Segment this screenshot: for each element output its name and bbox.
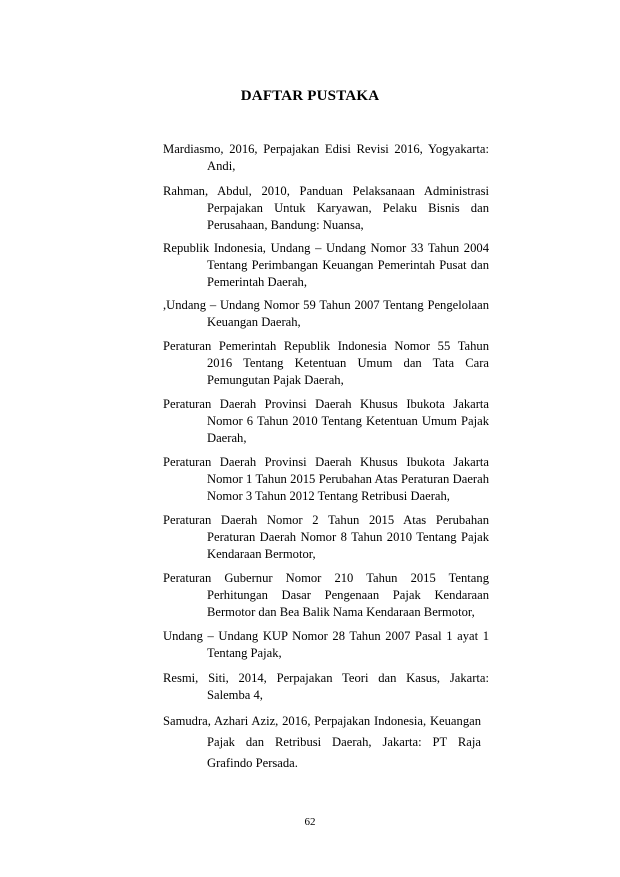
reference-item: Mardiasmo, 2016, Perpajakan Edisi Revisi 2016, Yogyakarta: Andi, (163, 142, 489, 174)
reference-item: Rahman, Abdul, 2010, Panduan Pelaksanaan Administrasi Perpajakan Untuk Karyawan, Pelaku Bisnis dan Perusahaan, Bandung: Nuansa, (163, 184, 489, 233)
reference-item: Samudra, Azhari Aziz, 2016, Perpajakan Indonesia, Keuangan Pajak dan Retribusi Daerah, Jakarta: PT Raja Grafindo Persada. (163, 714, 481, 770)
reference-item: Peraturan Gubernur Nomor 210 Tahun 2015 Tentang Perhitungan Dasar Pengenaan Pajak Kendaraan Bermotor dan Bea Balik Nama Kendaraan Bermotor, (163, 571, 489, 620)
reference-item: Republik Indonesia, Undang – Undang Nomor 33 Tahun 2004 Tentang Perimbangan Keuangan Pemerintah Pusat dan Pemerintah Daerah, (163, 241, 489, 290)
reference-item: Peraturan Daerah Provinsi Daerah Khusus Ibukota Jakarta Nomor 6 Tahun 2010 Tentang Ketentuan Umum Pajak Daerah, (163, 397, 489, 446)
page-title: DAFTAR PUSTAKA (240, 88, 380, 104)
reference-item: Resmi, Siti, 2014, Perpajakan Teori dan Kasus, Jakarta: Salemba 4, (163, 671, 489, 703)
reference-item: Peraturan Daerah Provinsi Daerah Khusus Ibukota Jakarta Nomor 1 Tahun 2015 Perubahan Atas Peraturan Daerah Nomor 3 Tahun 2012 Tentang Retribusi Daerah, (163, 455, 489, 504)
reference-item: Undang – Undang KUP Nomor 28 Tahun 2007 Pasal 1 ayat 1 Tentang Pajak, (163, 629, 489, 661)
reference-item: Peraturan Daerah Nomor 2 Tahun 2015 Atas Perubahan Peraturan Daerah Nomor 8 Tahun 2010 Tentang Pajak Kendaraan Bermotor, (163, 513, 489, 562)
reference-item: Peraturan Pemerintah Republik Indonesia Nomor 55 Tahun 2016 Tentang Ketentuan Umum dan Tata Cara Pemungutan Pajak Daerah, (163, 339, 489, 388)
page-number: 62 (304, 816, 316, 828)
reference-item: ,Undang – Undang Nomor 59 Tahun 2007 Tentang Pengelolaan Keuangan Daerah, (163, 298, 489, 330)
